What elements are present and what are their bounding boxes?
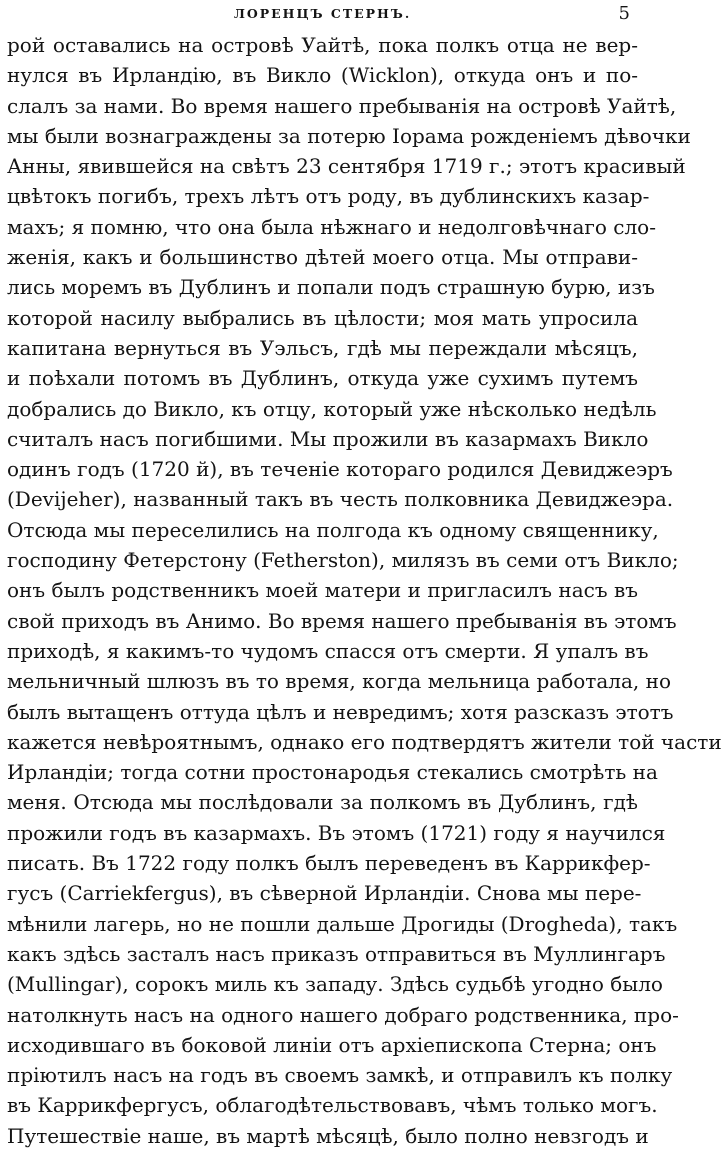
text-line: Путешествіе наше, въ мартѣ мѣсяцѣ, было полно невзгодъ и — [7, 1123, 649, 1148]
text-line: махъ; я помню, что она была нѣжнаго и недолговѣчнаго сло- — [7, 214, 656, 239]
text-line: какъ здѣсь засталъ насъ приказъ отправиться въ Муллингаръ — [7, 941, 666, 966]
text-line: мы были вознаграждены за потерю Іорама рожденіемъ дѣвочки — [7, 123, 691, 148]
text-line: приходѣ, я какимъ-то чудомъ спасся отъ смерти. Я упалъ въ — [7, 638, 649, 663]
text-line: Анны, явившейся на свѣтъ 23 сентября 1719 г.; этотъ красивый — [7, 154, 686, 179]
text-line: натолкнуть насъ на одного нашего добраго родственника, про- — [7, 1002, 679, 1027]
text-line: кажется невѣроятнымъ, однако его подтвердятъ жители той части — [7, 729, 722, 754]
running-header — [7, 0, 638, 30]
text-line: былъ вытащенъ оттуда цѣлъ и невредимъ; хотя разсказъ этотъ — [7, 699, 674, 724]
text-line: свой приходъ въ Анимо. Во время нашего пребыванія въ этомъ — [7, 608, 677, 633]
text-line: одинъ годъ (1720 й), въ теченіе котораго родился Девиджеэръ — [7, 457, 673, 482]
text-line: прожили годъ въ казармахъ. Въ этомъ (1721) году я научился — [7, 820, 666, 845]
page-number: 5 — [618, 3, 630, 24]
text-line: пріютилъ насъ на годъ въ своемъ замкѣ, и отправилъ къ полку — [7, 1063, 673, 1088]
text-line: рой оставались на островѣ Уайтѣ, пока полкъ отца не вер- — [7, 33, 638, 57]
text-line: въ Каррикфергусъ, облагодѣтельствовавъ, чѣмъ только могъ. — [7, 1093, 658, 1118]
text-line: писать. Въ 1722 году полкъ былъ переведенъ въ Каррикфер- — [7, 851, 651, 876]
text-line: слалъ за нами. Во время нашего пребыванія на островѣ Уайтѣ, — [7, 93, 677, 118]
text-line: господину Фетерстону (Fetherston), милязъ въ семи отъ Викло; — [7, 548, 679, 573]
text-line: добрались до Викло, къ отцу, который уже нѣсколько недѣль — [7, 396, 657, 421]
running-title: ЛОРЕНЦЪ СТЕРНЪ. — [233, 6, 412, 21]
text-line: считалъ насъ погибшими. Мы прожили въ казармахъ Викло — [7, 426, 649, 451]
text-line: (Devijeher), названный такъ въ честь полковника Девиджеэра. — [7, 487, 674, 512]
text-line: которой насилу выбрались въ цѣлости; моя мать упросила — [7, 305, 638, 330]
text-line: онъ былъ родственникъ моей матери и пригласилъ насъ въ — [7, 578, 638, 603]
text-line: меня. Отсюда мы послѣдовали за полкомъ въ Дублинъ, гдѣ — [7, 790, 638, 815]
text-line: (Mullingar), сорокъ миль къ западу. Здѣсь судьбѣ угодно было — [7, 972, 663, 997]
text-line: и поѣхали потомъ въ Дублинъ, откуда уже сухимъ путемъ — [7, 366, 638, 391]
text-line: Отсюда мы переселились на полгода къ одному священнику, — [7, 517, 659, 542]
text-line: мѣнили лагерь, но не пошли дальше Дрогиды (Drogheda), такъ — [7, 911, 678, 936]
text-line: нулся въ Ирландію, въ Викло (Wicklon), откуда онъ и по- — [7, 63, 638, 88]
text-line: лись моремъ въ Дублинъ и попали подъ страшную бурю, изъ — [7, 275, 655, 300]
text-line: гусъ (Carriekfergus), въ сѣверной Ирландіи. Снова мы пере- — [7, 881, 642, 906]
text-line: мельничный шлюзъ въ то время, когда мельница работала, но — [7, 669, 672, 694]
text-line: женія, какъ и большинство дѣтей моего отца. Мы отправи- — [7, 245, 638, 270]
body-text — [7, 30, 722, 1151]
text-line: капитана вернуться въ Уэльсъ, гдѣ мы переждали мѣсяцъ, — [7, 335, 638, 360]
text-line: Ирландіи; тогда сотни простонародья стекались смотрѣть на — [7, 760, 658, 785]
text-line: исходившаго въ боковой линіи отъ архіепископа Стерна; онъ — [7, 1032, 657, 1057]
text-line: цвѣтокъ погибъ, трехъ лѣтъ отъ роду, въ дублинскихъ казар- — [7, 184, 650, 209]
